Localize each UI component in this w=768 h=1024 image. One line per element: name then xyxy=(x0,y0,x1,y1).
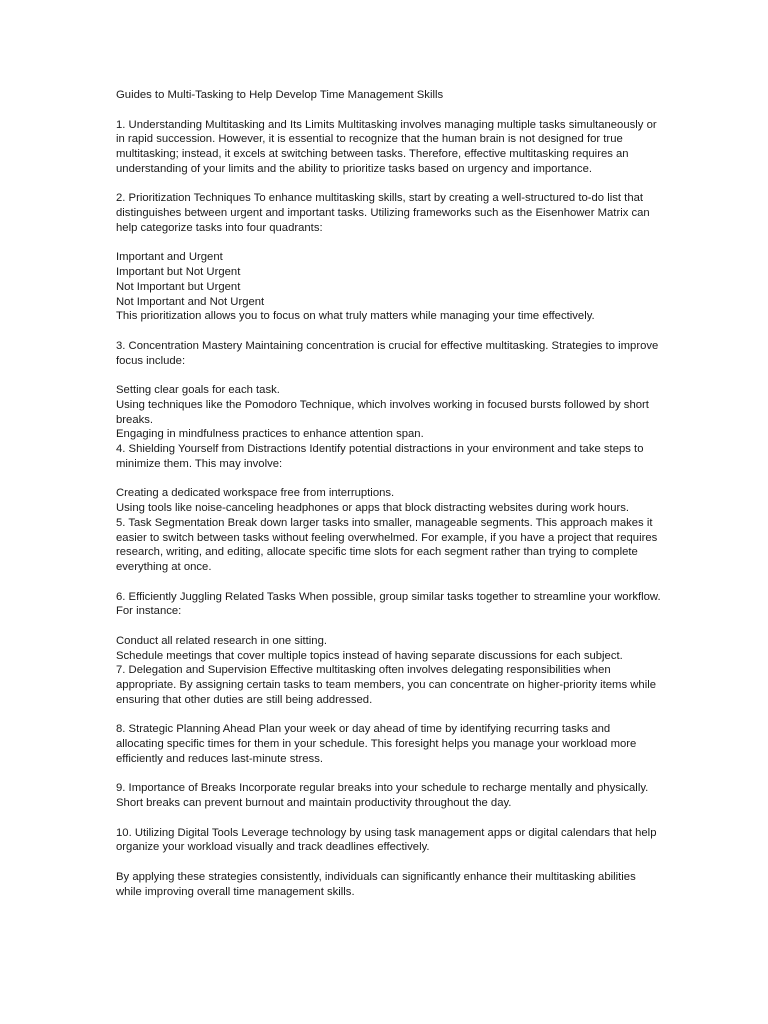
paragraph: Important and Urgent xyxy=(116,251,223,264)
paragraph: Using tools like noise-canceling headphones or apps that block distracting websites during work hours. xyxy=(116,502,630,514)
document-title: Guides to Multi-Tasking to Help Develop Time Management Skills xyxy=(116,89,444,101)
paragraph: Engaging in mindfulness practices to enhance attention span. xyxy=(116,428,424,441)
paragraph-spacer xyxy=(116,855,661,870)
paragraph: 7. Delegation and Supervision Effective multitasking often involves delegating responsibilities when appropriate. By assigning certain tasks to team members, you can concentrate on higher-priority items while ensuring that other duties are still being addressed. xyxy=(116,664,656,706)
paragraph: Not Important and Not Urgent xyxy=(116,295,265,308)
paragraph: By applying these strategies consistently, individuals can significantly enhance their multitasking abilities while improving overall time management skills. xyxy=(116,870,636,898)
paragraph: 6. Efficiently Juggling Related Tasks When possible, group similar tasks together to streamline your workflow. For instance: xyxy=(116,590,661,618)
paragraph: Conduct all related research in one sitting. xyxy=(116,634,327,647)
paragraph: Important but Not Urgent xyxy=(116,266,241,278)
paragraph: 2. Prioritization Techniques To enhance multitasking skills, start by creating a well-structured to-do list that distinguishes between urgent and important tasks. Utilizing frameworks such as the Eisenhower Matrix can help categorize tasks into four quadrants: xyxy=(116,192,650,234)
paragraph-spacer xyxy=(116,103,661,118)
paragraph: This prioritization allows you to focus on what truly matters while managing your time effectively. xyxy=(116,310,595,323)
paragraph: 8. Strategic Planning Ahead Plan your week or day ahead of time by identifying recurring tasks and allocating specific times for them in your schedule. This foresight helps you manage your workload more efficiently and reduces last-minute stress. xyxy=(116,723,637,765)
paragraph-spacer xyxy=(116,472,661,487)
paragraph: 9. Importance of Breaks Incorporate regular breaks into your schedule to recharge mentally and physically. Short breaks can prevent burnout and maintain productivity throughout the day. xyxy=(116,782,649,809)
paragraph-spacer xyxy=(116,767,661,782)
paragraph: Not Important but Urgent xyxy=(116,280,241,293)
paragraph: 5. Task Segmentation Break down larger tasks into smaller, manageable segments. This approach makes it easier to switch between tasks without feeling overwhelmed. For example, if you have a project that requires research, writing, and editing, allocate specific time slots for each segment rather than trying to complete everything at once. xyxy=(116,516,658,573)
paragraph: Schedule meetings that cover multiple topics instead of having separate discussions for each subject. xyxy=(116,649,623,662)
paragraph: Using techniques like the Pomodoro Technique, which involves working in focused bursts followed by short breaks. xyxy=(116,398,649,426)
paragraph: Creating a dedicated workspace free from interruptions. xyxy=(116,487,395,500)
paragraph-spacer xyxy=(116,708,661,723)
paragraph: 1. Understanding Multitasking and Its Limits Multitasking involves managing multiple tasks simultaneously or in rapid succession. However, it is essential to recognize that the human brain is not designed for true multitasking; instead, it excels at switching between tasks. Therefore, effective multitasking requires an understanding of your limits and the ability to prioritize tasks based on urgency and importance. xyxy=(116,118,657,175)
paragraph-spacer xyxy=(116,368,661,383)
paragraph-spacer xyxy=(116,811,661,826)
paragraph-spacer xyxy=(116,177,661,192)
paragraph: Setting clear goals for each task. xyxy=(116,384,280,396)
paragraph-spacer xyxy=(116,236,661,251)
paragraph-spacer xyxy=(116,575,661,590)
paragraph: 4. Shielding Yourself from Distractions Identify potential distractions in your environment and take steps to minimize them. This may involve: xyxy=(116,443,644,470)
document-body xyxy=(116,103,661,900)
paragraph: 3. Concentration Mastery Maintaining concentration is crucial for effective multitasking. Strategies to improve focus include: xyxy=(116,339,659,367)
paragraph: 10. Utilizing Digital Tools Leverage technology by using task management apps or digital calendars that help organize your workload visually and track deadlines effectively. xyxy=(116,826,657,854)
paragraph-spacer xyxy=(116,324,661,339)
paragraph-spacer xyxy=(116,619,661,634)
document-page xyxy=(116,88,661,899)
